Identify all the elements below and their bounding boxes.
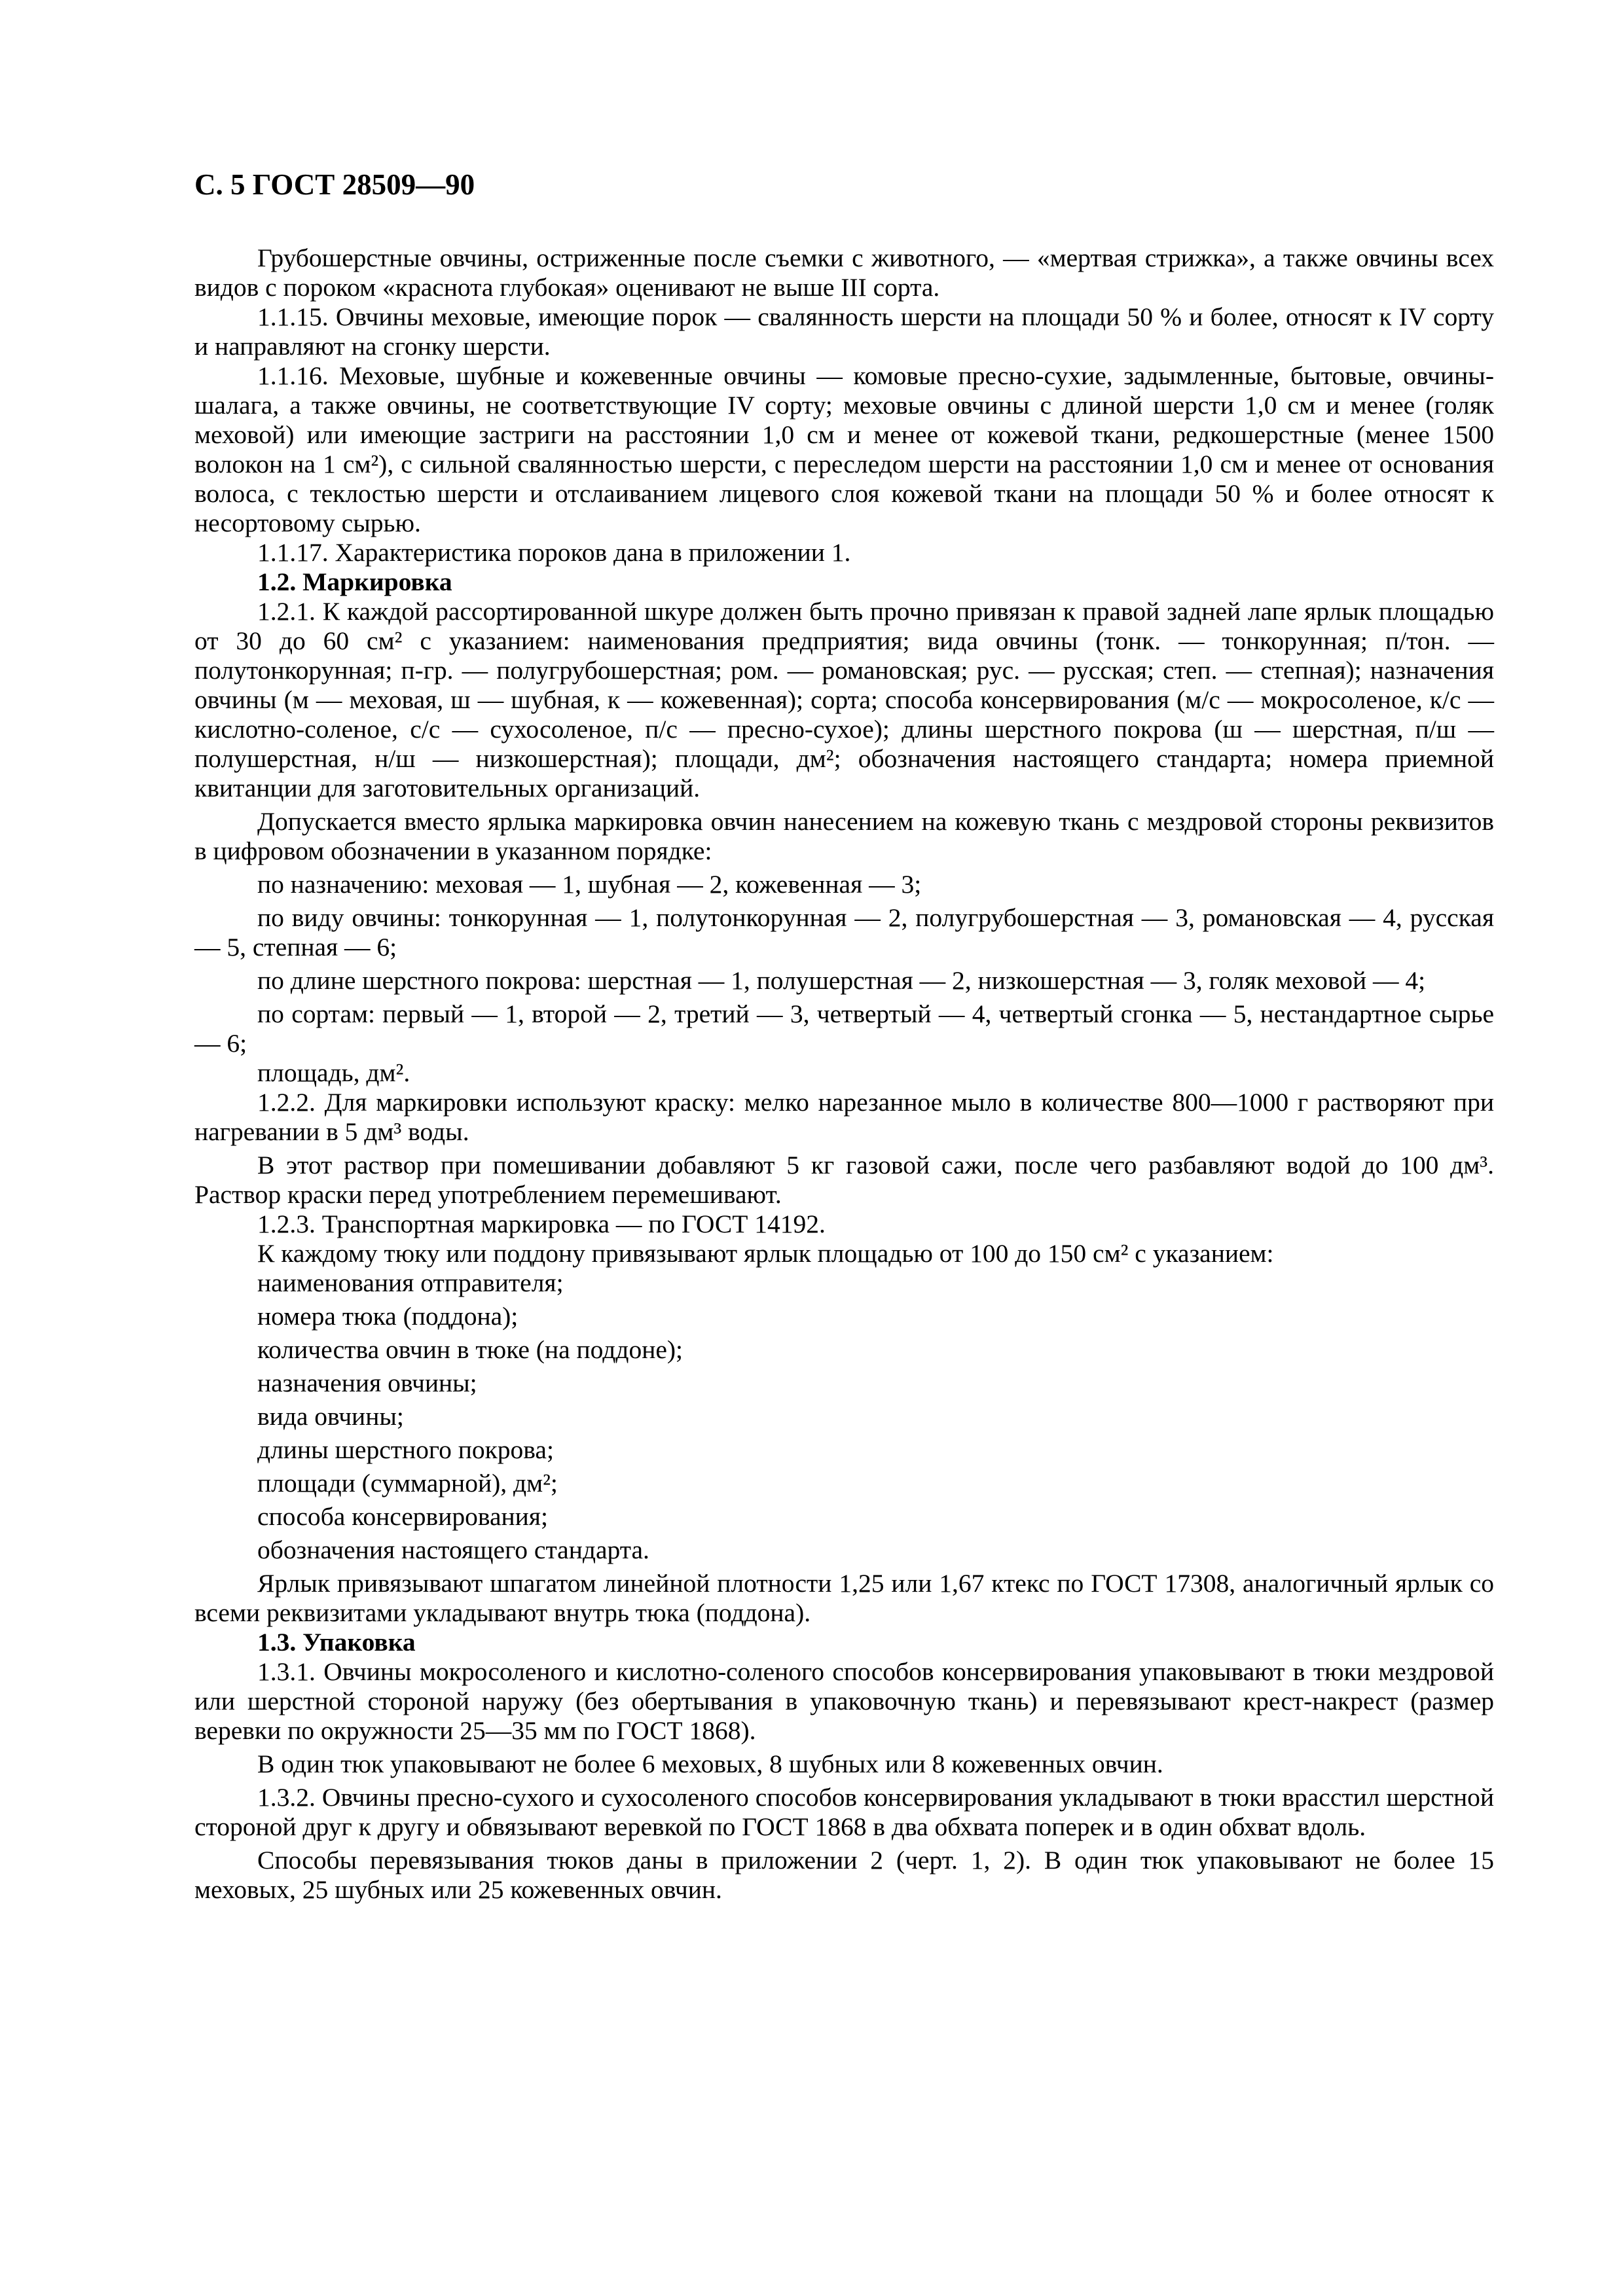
list-item: количества овчин в тюке (на поддоне); <box>257 1335 683 1364</box>
list-item: номера тюка (поддона); <box>257 1302 519 1331</box>
section-heading-packing: 1.3. Упаковка <box>257 1628 416 1657</box>
list-item: площади (суммарной), дм²; <box>257 1469 558 1498</box>
paragraph-1-2-1: 1.2.1. К каждой рассортированной шкуре должен быть прочно привязан к правой задней лапе ярлык площадью от 30 до 60 см² с указанием: наименования предприятия; вида овчины (тонк. — тонкорунная; п/тон. — полутонкорунная; п-гр. — полугрубошерстная; ром. — романовская; рус. — русская; степ. — степная); назначения овчины (м — меховая, ш — шубная, к — кожевенная); сорта; способа консервирования (м/с — мокросоленое, к/с — кислотно-соленое, с/с — сухосоленое, п/с — пресно-сухое); длины шерстного покрова (ш — шерстная, п/ш — полушерстная, н/ш — низкошерстная); площади, дм²; обозначения настоящего стандарта; номера приемной квитанции для заготовительных организаций. <box>194 597 1494 802</box>
paragraph-paint-solution: В этот раствор при помешивании добавляют 5 кг газовой сажи, после чего разбавляют водой до 100 дм³. Раствор краски перед употреблением перемешивают. <box>194 1151 1494 1209</box>
paragraph-label-tying: Ярлык привязывают шпагатом линейной плотности 1,25 или 1,67 ктекс по ГОСТ 17308, аналогичный ярлык со всеми реквизитами укладывают внутрь тюка (поддона). <box>194 1569 1494 1627</box>
paragraph-1-3-2: 1.3.2. Овчины пресно-сухого и сухосоленого способов консервирования укладывают в тюки врасстил шерстной стороной друг к другу и обвязывают веревкой по ГОСТ 1868 в два обхвата поперек и в один обхват вдоль. <box>194 1783 1494 1841</box>
paragraph-bale-label: К каждому тюку или поддону привязывают ярлык площадью от 100 до 150 см² с указанием: <box>257 1239 1274 1268</box>
paragraph-1-2-3: 1.2.3. Транспортная маркировка — по ГОСТ 14192. <box>257 1210 826 1238</box>
paragraph-1-1-16: 1.1.16. Меховые, шубные и кожевенные овчины — комовые пресно-сухие, задымленные, бытовые, овчины-шалага, а также овчины, не соответствующие IV сорту; меховые овчины с длиной шерсти 1,0 см и менее (голяк меховой) или имеющие застриги на расстоянии 1,0 см и менее от кожевой ткани, редкошерстные (менее 1500 волокон на 1 см²), с сильной свалянностью шерсти, с переследом шерсти на расстоянии 1,0 см и менее от основания волоса, с теклостью шерсти и отслаиванием лицевого слоя кожевой ткани на площади 50 % и более относят к несортовому сырью. <box>194 361 1494 537</box>
paragraph-by-wool-length: по длине шерстного покрова: шерстная — 1, полушерстная — 2, низкошерстная — 3, голяк меховой — 4; <box>257 966 1426 995</box>
list-item: вида овчины; <box>257 1402 404 1431</box>
list-item: наименования отправителя; <box>257 1268 564 1297</box>
paragraph-1-1-15: 1.1.15. Овчины меховые, имеющие порок — свалянность шерсти на площади 50 % и более, относят к IV сорту и направляют на сгонку шерсти. <box>194 302 1494 361</box>
paragraph-bale-count-wet: В один тюк упаковывают не более 6 меховых, 8 шубных или 8 кожевенных овчин. <box>257 1749 1163 1778</box>
paragraph-area: площадь, дм². <box>257 1058 410 1087</box>
paragraph-by-grade: по сортам: первый — 1, второй — 2, третий — 3, четвертый — 4, четвертый сгонка — 5, нестандартное сырье — 6; <box>194 999 1494 1058</box>
list-item: длины шерстного покрова; <box>257 1435 554 1464</box>
paragraph-dead-shearing: Грубошерстные овчины, остриженные после съемки с животного, — «мертвая стрижка», а также овчины всех видов с пороком «краснота глубокая» оценивают не выше III сорта. <box>194 243 1494 302</box>
section-heading-marking: 1.2. Маркировка <box>257 567 452 596</box>
document-page <box>194 165 1494 1905</box>
paragraph-by-type: по виду овчины: тонкорунная — 1, полутонкорунная — 2, полугрубошерстная — 3, романовская — 4, русская — 5, степная — 6; <box>194 903 1494 961</box>
paragraph-bale-count-dry: Способы перевязывания тюков даны в приложении 2 (черт. 1, 2). В один тюк упаковывают не более 15 меховых, 25 шубных или 25 кожевенных овчин. <box>194 1846 1494 1904</box>
list-item: способа консервирования; <box>257 1502 548 1531</box>
list-item: назначения овчины; <box>257 1369 477 1397</box>
page-header: С. 5 ГОСТ 28509—90 <box>194 168 475 201</box>
paragraph-1-3-1: 1.3.1. Овчины мокросоленого и кислотно-соленого способов консервирования упаковывают в тюки мездровой или шерстной стороной наружу (без обертывания в упаковочную ткань) и перевязывают крест-накрест (размер веревки по окружности 25—35 мм по ГОСТ 1868). <box>194 1657 1494 1745</box>
list-item: обозначения настоящего стандарта. <box>257 1535 649 1564</box>
paragraph-marking-alternative: Допускается вместо ярлыка маркировка овчин нанесением на кожевую ткань с мездровой стороны реквизитов в цифровом обозначении в указанном порядке: <box>194 807 1494 865</box>
paragraph-1-1-17: 1.1.17. Характеристика пороков дана в приложении 1. <box>257 538 851 567</box>
paragraph-1-2-2: 1.2.2. Для маркировки используют краску: мелко нарезанное мыло в количестве 800—1000 г растворяют при нагревании в 5 дм³ воды. <box>194 1088 1494 1146</box>
label-requisites-list <box>194 1268 1494 1565</box>
paragraph-by-purpose: по назначению: меховая — 1, шубная — 2, кожевенная — 3; <box>257 870 922 899</box>
